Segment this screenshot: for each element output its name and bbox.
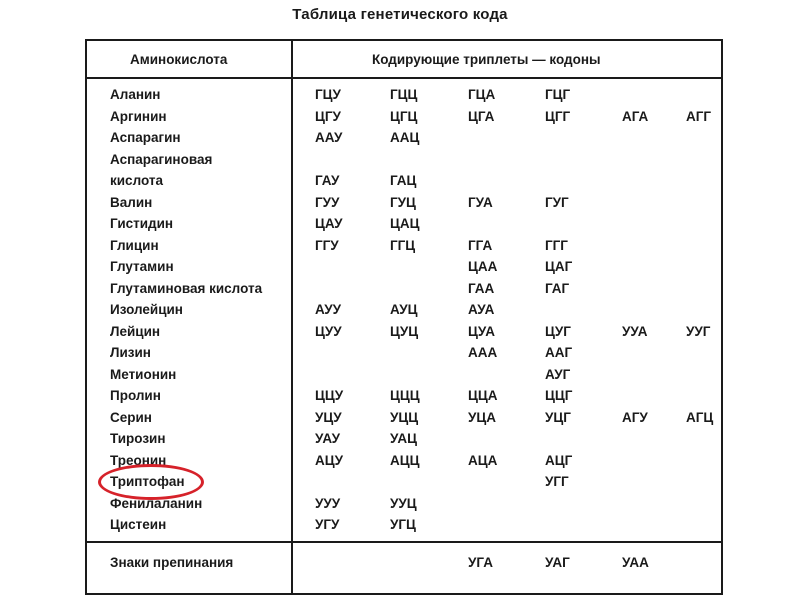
amino-acid-name: Глутамин [110,259,174,274]
codon-cell: АГГ [686,108,712,124]
codon-cell: ЦЦА [468,388,498,403]
codon-cell: ААУ [315,130,343,145]
codon-cell: ЦУУ [315,323,342,339]
codon-cell: ГУЦ [390,194,416,210]
amino-acid-name: Лизин [110,345,151,360]
amino-acid-name: Изолейцин [110,302,183,317]
amino-acid-name: Тирозин [110,431,166,446]
codon-cell: ЦАГ [545,259,573,274]
codon-cell: УАЦ [390,431,417,446]
amino-acid-name: Глутаминовая кислота [110,280,263,296]
codon-cell: УЦЦ [390,409,419,425]
codon-cell: УУУ [315,495,341,511]
codon-cell: ЦАУ [315,216,343,231]
amino-acid-name: Метионин [110,366,177,382]
codon-cell: ААЦ [390,130,420,145]
codon-cell: АУГ [545,366,571,382]
codon-cell: АГУ [622,409,648,425]
amino-acid-name: Гистидин [110,216,174,231]
amino-acid-name: Аргинин [110,108,167,124]
codon-cell: УУЦ [390,495,417,511]
codon-cell: ГГА [468,237,493,253]
amino-acid-name: Треонин [110,452,167,468]
codon-cell: АЦГ [545,452,573,468]
codon-cell: АГЦ [686,409,714,425]
codon-cell: ЦУА [468,323,495,339]
amino-acid-name: кислота [110,173,163,188]
codon-cell: ЦЦУ [315,388,344,403]
amino-acid-name: Аланин [110,87,161,102]
codon-cell: АЦЦ [390,452,420,468]
codon-cell: УЦУ [315,409,342,425]
amino-acid-name: Цистеин [110,517,167,532]
column-divider [291,39,293,595]
stop-codon-cell: УАА [622,555,649,570]
codon-cell: ЦАЦ [390,216,420,231]
page-title: Таблица генетического кода [292,6,508,23]
codon-cell: ГАА [468,280,495,296]
codon-cell: ЦГГ [545,108,571,124]
codon-cell: ГГГ [545,237,568,253]
codon-cell: ЦУЦ [390,323,419,339]
codon-cell: ЦАА [468,259,498,274]
header-amino-acid: Аминокислота [130,52,228,67]
footer-divider [85,541,723,543]
amino-acid-name: Валин [110,194,153,210]
codon-cell: ГУА [468,194,493,210]
codon-cell: УУГ [686,323,711,339]
codon-cell: АУУ [315,302,342,317]
codon-cell: УЦА [468,409,497,425]
codon-cell: ААГ [545,345,573,360]
codon-cell: ГАЦ [390,173,417,188]
codon-cell: АЦА [468,452,498,468]
amino-acid-name: Пролин [110,388,161,403]
codon-cell: УГГ [545,474,569,489]
codon-cell: ГЦГ [545,87,571,102]
codon-cell: ЦЦЦ [390,388,420,403]
codon-cell: АУЦ [390,302,418,317]
codon-cell: АГА [622,108,649,124]
codon-cell: ЦУГ [545,323,571,339]
highlight-circle [98,464,204,500]
codon-cell: ЦЦГ [545,388,573,403]
codon-cell: ГУУ [315,194,340,210]
codon-cell: УАУ [315,431,341,446]
amino-acid-name: Фенилаланин [110,495,203,511]
amino-acid-name: Глицин [110,237,159,253]
codon-cell: ГУГ [545,194,569,210]
header-divider [85,77,723,79]
header-codons: Кодирующие триплеты — кодоны [372,52,601,67]
amino-acid-name: Лейцин [110,323,161,339]
codon-cell: ЦГУ [315,108,341,124]
codon-cell: АУА [468,302,495,317]
amino-acid-name: Триптофан [110,474,185,489]
codon-cell: ЦГА [468,108,495,124]
codon-cell: УГЦ [390,517,416,532]
stop-codon-cell: УАГ [545,555,570,570]
amino-acid-name: Серин [110,409,152,425]
codon-cell: ААА [468,345,498,360]
codon-cell: ГАУ [315,173,340,188]
codon-cell: ГГЦ [390,237,416,253]
stop-codon-cell: УГА [468,555,493,570]
codon-cell: ГГУ [315,237,339,253]
amino-acid-name: Аспарагин [110,130,181,145]
codon-cell: УУА [622,323,648,339]
codon-cell: УГУ [315,517,340,532]
codon-cell: АЦУ [315,452,344,468]
codon-cell: УЦГ [545,409,571,425]
codon-cell: ЦГЦ [390,108,418,124]
codon-cell: ГАГ [545,280,570,296]
amino-acid-name: Аспарагиновая [110,151,213,167]
codon-cell: ГЦУ [315,87,341,102]
codon-cell: ГЦЦ [390,87,418,102]
codon-cell: ГЦА [468,87,496,102]
punctuation-label: Знаки препинания [110,555,234,570]
